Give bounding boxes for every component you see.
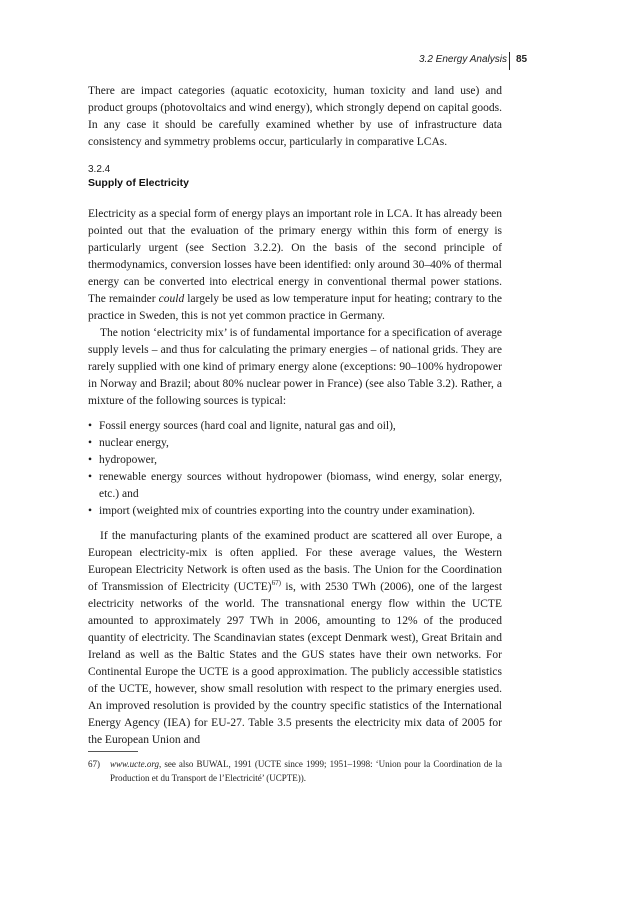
section-title: Supply of Electricity xyxy=(88,177,189,189)
header-section-title: 3.2 Energy Analysis xyxy=(418,54,507,65)
paragraph-3-text-b: is, with 2530 TWh (2006), one of the largest electricity networks of the world. The transnational energy flow within the UCTE amounted to approximately 297 TWh in 2006, amounting to 12% of the produced quantity of electricity. The Scandinavian states (except Denmark west), Great Britain and Ireland as well as the Baltic States and the GUS states have their own networks. For Continental Europe the UCTE is a good approximation. The publicly accessible statistics of the UCTE, however, show small resolution with respect to the primary energies used. An improved resolution is provided by the country specific statistics of the International Energy Agency (IEA) for EU-27. Table 3.5 presents the electricity mix data of 2005 for the European Union and xyxy=(88,581,503,746)
footnote-body: , see also BUWAL, 1991 (UCTE since 1999; 1951–1998: ‘Union pour la Coordination de la Production et du Transport de l’Electricité’ (UCPTE)). xyxy=(110,759,502,783)
bullet-marker: • xyxy=(88,454,93,466)
bullet-marker: • xyxy=(88,505,93,517)
paragraph-1-text-a: Electricity as a special form of energy plays an important role in LCA. It has already been pointed out that the evaluation of the primary energy within this form of energy is particularly urgent (see Section 3.2.2). On the basis of the second principle of thermodynamics, conversion losses have been identified: only around 30–40% of thermal energy can be converted into electrical energy in conventional thermal power stations. The remainder xyxy=(88,208,502,305)
footnote-divider xyxy=(88,751,138,752)
list-item xyxy=(88,469,502,503)
footnote-text xyxy=(88,757,502,785)
paragraph-1 xyxy=(88,206,502,325)
footnote-number: 67) xyxy=(88,759,100,769)
paragraph-1-emphasis: could xyxy=(158,293,185,305)
list-item xyxy=(88,435,502,452)
list-item-text: import (weighted mix of countries exporting into the country under examination). xyxy=(99,505,475,517)
header-divider xyxy=(509,52,510,70)
list-item xyxy=(88,503,502,520)
paragraph-2: The notion ‘electricity mix’ is of fundamental importance for a specification of average supply levels – and thus for calculating the primary energies – of national grids. They are rarely supplied with one kind of primary energy alone (exceptions: 90–100% hydropower in Norway and Brazil; about 80% nuclear power in France) (see also Table 3.2). Rather, a mixture of the following sources is typical: xyxy=(88,327,502,407)
body-text xyxy=(88,83,502,749)
list-item-text: hydropower, xyxy=(99,454,157,466)
running-header xyxy=(0,52,627,72)
paragraph-3-text-a: If the manufacturing plants of the examined product are scattered all over Europe, a European electricity-mix is often applied. For these average values, the Western European Electricity Network is often used as the basis. The Union for the Coordination of Transmission of Electricity (UCTE) xyxy=(88,530,502,593)
list-item-text: renewable energy sources without hydropower (biomass, wind energy, solar energy, etc.) and xyxy=(99,471,502,500)
bullet-marker: • xyxy=(88,471,93,483)
paragraph-1-text-b: largely be used as low temperature input for heating; contrary to the practice in Sweden, this is not yet common practice in Germany. xyxy=(88,293,502,322)
page-number: 85 xyxy=(516,54,528,65)
section-number: 3.2.4 xyxy=(88,164,111,175)
list-item-text: nuclear energy, xyxy=(99,437,169,449)
list-item xyxy=(88,418,502,435)
footnote xyxy=(88,757,502,785)
footnote-reference[interactable]: 67) xyxy=(271,579,281,588)
bullet-marker: • xyxy=(88,420,93,432)
paragraph-3 xyxy=(88,528,502,749)
list-item xyxy=(88,452,502,469)
energy-sources-list xyxy=(88,418,502,520)
footnote-link[interactable]: www.ucte.org xyxy=(110,759,159,769)
list-item-text: Fossil energy sources (hard coal and lignite, natural gas and oil), xyxy=(99,420,396,432)
bullet-marker: • xyxy=(88,437,93,449)
intro-paragraph: There are impact categories (aquatic ecotoxicity, human toxicity and land use) and product groups (photovoltaics and wind energy), which strongly depend on capital goods. In any case it should be carefully examined whether by use of infrastructure data consistency and symmetry problems occur, particularly in comparative LCAs. xyxy=(88,85,502,148)
